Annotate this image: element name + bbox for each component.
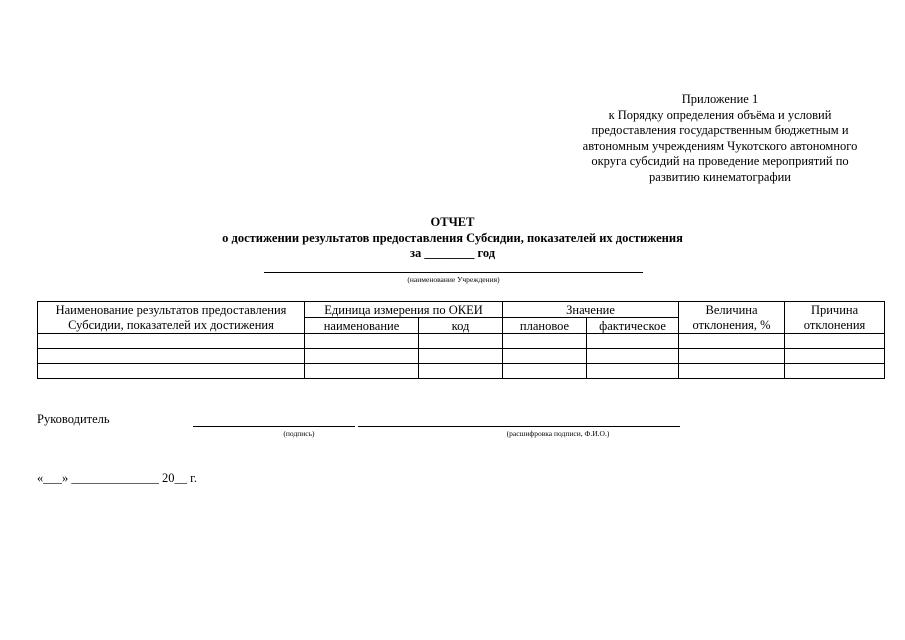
report-subtitle: о достижении результатов предоставления Субсидии, показателей их достижения	[222, 230, 683, 245]
results-table	[37, 301, 885, 379]
header-value-planned: плановое	[503, 318, 587, 334]
table-cell[interactable]	[419, 364, 503, 379]
table-cell[interactable]	[587, 364, 679, 379]
table-cell[interactable]	[503, 334, 587, 349]
appendix-line: к Порядку определения объёма и условий	[608, 107, 832, 122]
table-cell[interactable]	[679, 364, 785, 379]
header-reason-line1: Причина	[810, 302, 859, 317]
header-reason-line2: отклонения	[803, 317, 866, 332]
signature-line[interactable]	[193, 426, 355, 427]
header-deviation	[679, 302, 785, 334]
signature-name-line[interactable]	[358, 426, 680, 427]
table-header-row	[38, 302, 885, 318]
header-value: Значение	[503, 302, 679, 318]
table-cell[interactable]	[785, 334, 885, 349]
table-cell[interactable]	[305, 334, 419, 349]
report-title-block	[0, 215, 905, 262]
header-deviation-line2: отклонения, %	[692, 317, 771, 332]
organization-name-line[interactable]	[264, 272, 643, 273]
table-row	[38, 334, 885, 349]
table-cell[interactable]	[587, 349, 679, 364]
table-cell[interactable]	[503, 364, 587, 379]
header-results	[38, 302, 305, 334]
header-deviation-line1: Величина	[705, 302, 758, 317]
appendix-line: предоставления государственным бюджетным и	[591, 123, 849, 138]
table-row	[38, 349, 885, 364]
header-unit-code: код	[419, 318, 503, 334]
header-reason	[785, 302, 885, 334]
appendix-line: Приложение 1	[681, 92, 759, 106]
table-cell[interactable]	[38, 349, 305, 364]
header-results-line1: Наименование результатов предоставления	[55, 302, 287, 317]
appendix-block	[560, 92, 880, 186]
table-cell[interactable]	[587, 334, 679, 349]
date-line[interactable]: «___» ______________ 20__ г.	[37, 471, 197, 485]
table-row	[38, 364, 885, 379]
appendix-line: округа субсидий на проведение мероприятий по	[591, 154, 849, 169]
header-unit-name: наименование	[305, 318, 419, 334]
signature-caption: (подпись)	[283, 429, 315, 438]
table-cell[interactable]	[503, 349, 587, 364]
appendix-line: развитию кинематографии	[649, 169, 791, 184]
table-cell[interactable]	[419, 349, 503, 364]
organization-caption: (наименование Учреждения)	[407, 275, 500, 284]
signatory-label: Руководитель	[37, 412, 110, 426]
header-unit: Единица измерения по ОКЕИ	[305, 302, 503, 318]
table-cell[interactable]	[38, 334, 305, 349]
appendix-line: автономным учреждениям Чукотского автономного	[582, 138, 858, 153]
header-value-actual: фактическое	[587, 318, 679, 334]
report-period: за ________ год	[409, 246, 496, 260]
table-cell[interactable]	[679, 349, 785, 364]
table-cell[interactable]	[38, 364, 305, 379]
table-cell[interactable]	[305, 349, 419, 364]
header-results-line2: Субсидии, показателей их достижения	[68, 317, 274, 332]
table-cell[interactable]	[679, 334, 785, 349]
table-cell[interactable]	[305, 364, 419, 379]
report-heading: ОТЧЕТ	[430, 215, 475, 229]
table-cell[interactable]	[785, 349, 885, 364]
signature-name-caption: (расшифровка подписи, Ф.И.О.)	[506, 429, 610, 438]
table-cell[interactable]	[419, 334, 503, 349]
table-cell[interactable]	[785, 364, 885, 379]
